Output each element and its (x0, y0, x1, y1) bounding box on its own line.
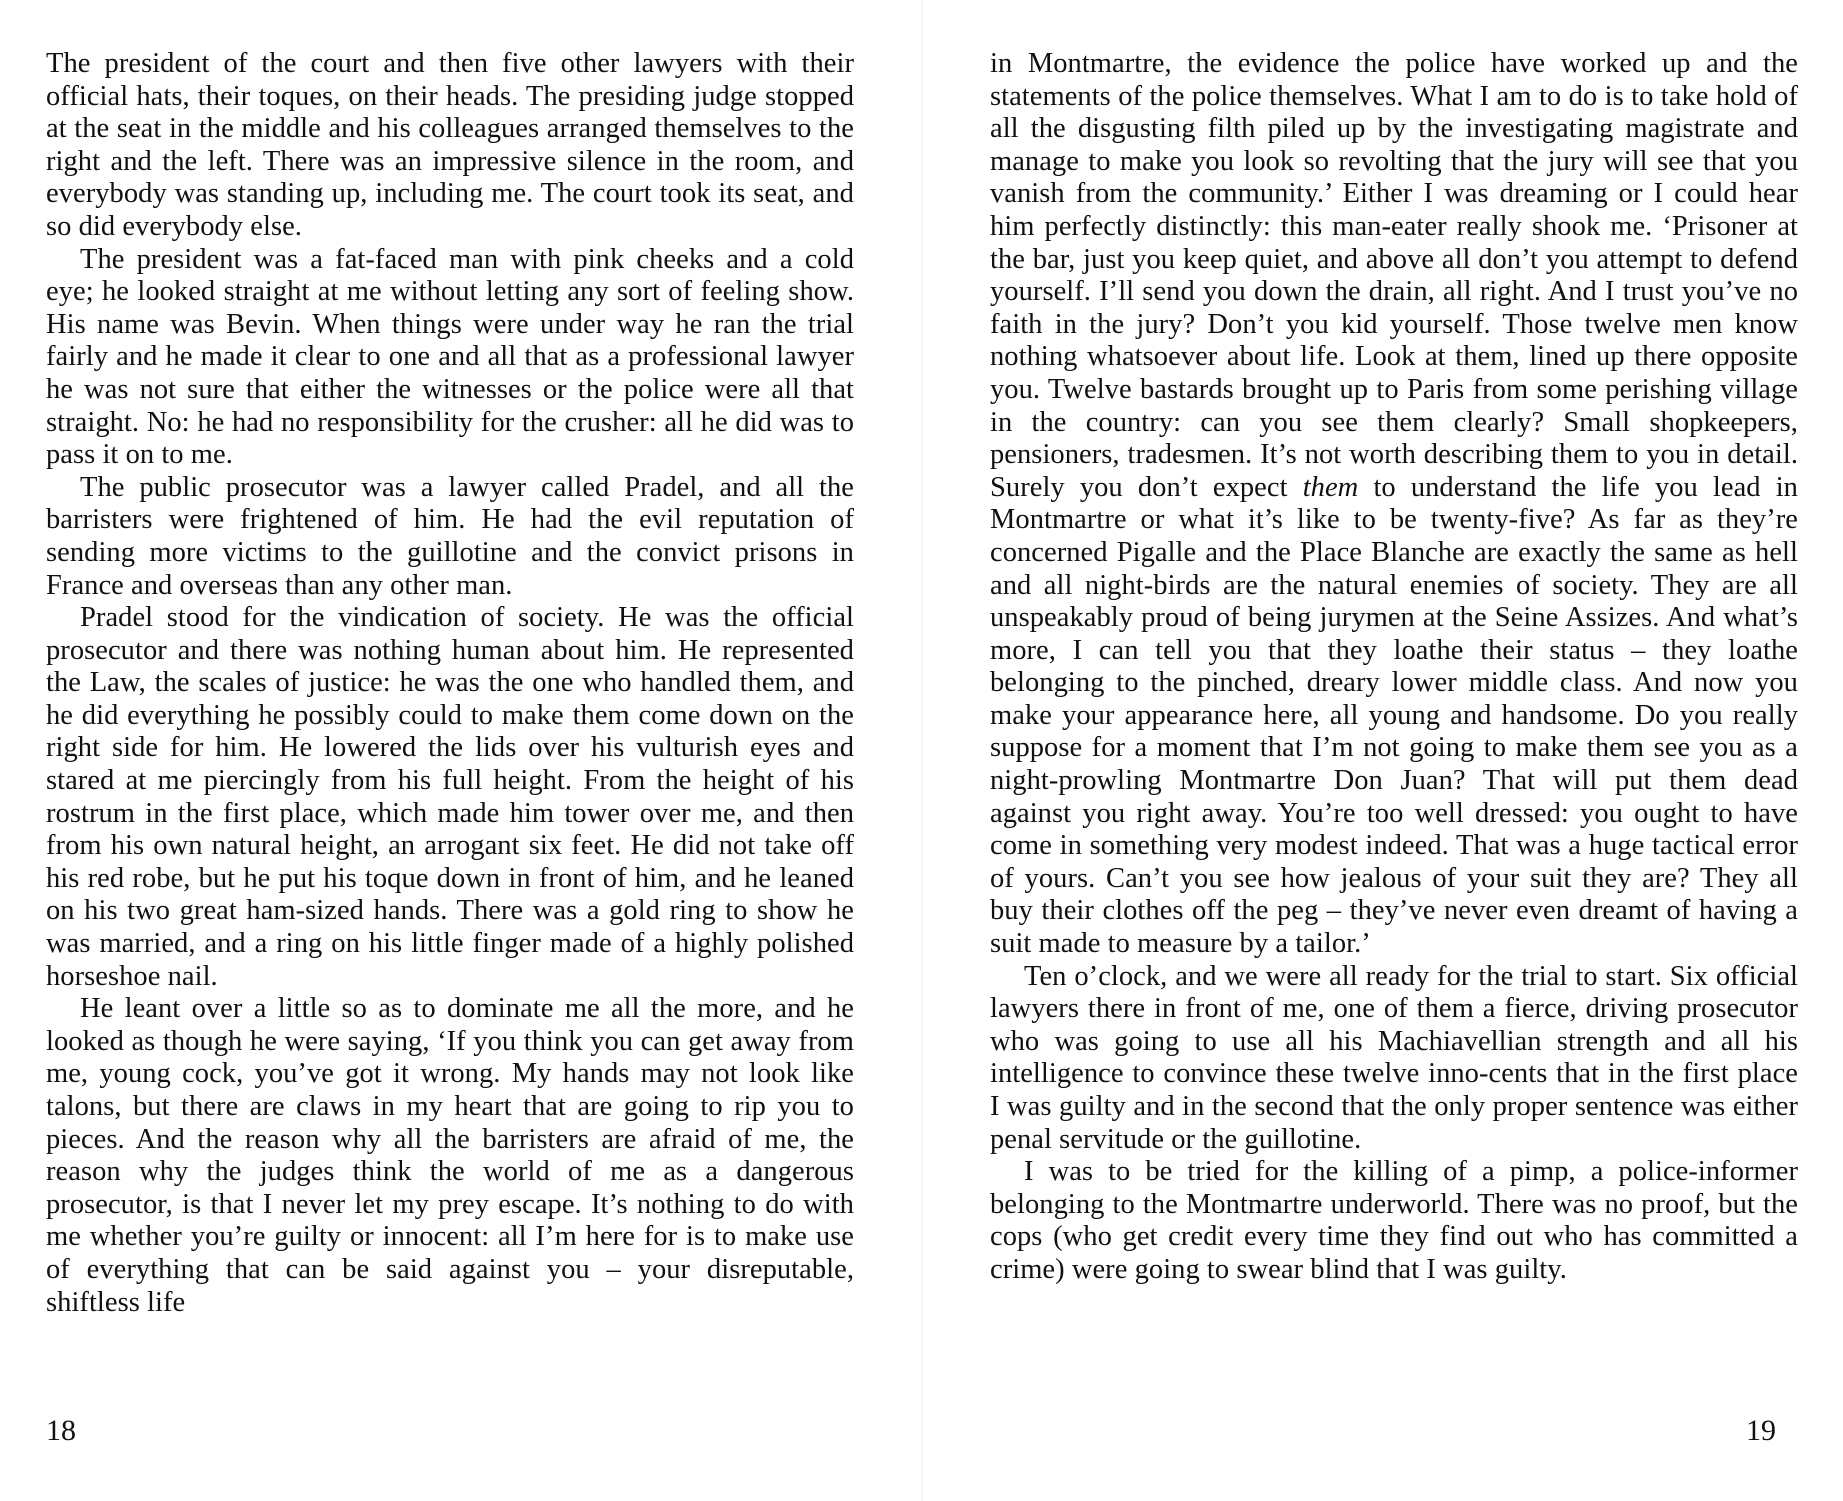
emphasis-them: them (1302, 471, 1359, 503)
right-paragraph-2: I was to be tried for the killing of a pimp, a police-informer belonging to the Montmartre underworld. There was no proof, but the cops (who get credit every time they find out who has committed a crime) were going to swear blind that I was guilty. (990, 1156, 1798, 1285)
left-paragraph-4: Pradel stood for the vindication of society. He was the official prosecutor and there was nothing human about him. He represented the Law, the scales of justice: he was the one who handled them, and he did everything he possibly could to make them come down on the right side for him. He lowered the lids over his vulturish eyes and stared at me piercingly from his full height. From the height of his rostrum in the first place, which made him tower over me, and then from his own natural height, an arrogant six feet. He did not take off his red robe, but he put his toque down in front of him, and he leaned on his two great ham-sized hands. There was a gold ring to show he was married, and a ring on his little finger made of a highly polished horseshoe nail. (46, 602, 854, 992)
left-paragraph-2: The president was a fat-faced man with pink cheeks and a cold eye; he looked straight at me without letting any sort of feeling show. His name was Bevin. When things were under way he ran the trial fairly and he made it clear to one and all that as a professional lawyer he was not sure that either the witnesses or the police were all that straight. No: he had no responsibility for the crusher: all he did was to pass it on to me. (46, 243, 854, 471)
left-paragraph-5: He leant over a little so as to dominate me all the more, and he looked as though he were saying, ‘If you think you can get away from me, young cock, you’ve got it wrong. My hands may not look like talons, but there are claws in my heart that are going to rip you to pieces. And the reason why all the barristers are afraid of me, the reason why the judges think the world of me as a dangerous prosecutor, is that I never let my prey escape. It’s nothing to do with me whether you’re guilty or innocent: all I’m here for is to make use of everything that can be said against you – your disreputable, shiftless life (46, 993, 854, 1318)
left-paragraph-1: The president of the court and then five other lawyers with their official hats, their toques, on their heads. The presiding judge stopped at the seat in the middle and his colleagues arranged themselves to the right and the left. There was an impressive silence in the room, and everybody was standing up, including me. The court took its seat, and so did everybody else. (46, 48, 854, 242)
right-page (990, 48, 1798, 1287)
gutter-shadow (921, 0, 923, 1501)
left-paragraph-3: The public prosecutor was a lawyer called Pradel, and all the barristers were frightened of him. He had the evil reputation of sending more victims to the guillotine and the convict prisons in France and overseas than any other man. (46, 471, 854, 601)
right-continued-paragraph (990, 48, 1798, 961)
continued-text-end: to understand the life you lead in Montmartre or what it’s like to be twenty-five? As far as they’re concerned Pigalle and the Place Blanche are exactly the same as hell and all night-birds are the natural enemies of society. They are all unspeakably proud of being jurymen at the Seine Assizes. And what’s more, I can tell you that they loathe their status – they loathe belonging to the pinched, dreary lower middle class. And now you make your appearance here, all young and handsome. Do you really suppose for a moment that I’m not going to make them see you as a night-prowling Montmartre Don Juan? That will put them dead against you right away. You’re too well dressed: you ought to have come in something very modest indeed. That was a huge tactical error of yours. Can’t you see how jealous of your suit they are? They all buy their clothes off the peg – they’ve never even dreamt of having a suit made to measure by a tailor.’ (990, 471, 1798, 960)
left-page (46, 48, 854, 1319)
page-number-left: 18 (46, 1414, 76, 1447)
page-number-right: 19 (1746, 1414, 1776, 1447)
right-paragraph-1: Ten o’clock, and we were all ready for the trial to start. Six official lawyers there in front of me, one of them a fierce, driving prosecutor who was going to use all his Machiavellian strength and all his intelligence to convince these twelve inno-cents that in the first place I was guilty and in the second that the only proper sentence was either penal servitude or the guillotine. (990, 960, 1798, 1155)
continued-text-start: in Montmartre, the evidence the police have worked up and the statements of the police themselves. What I am to do is to take hold of all the disgusting filth piled up by the investigating magistrate and manage to make you look so revolting that the jury will see that you vanish from the community.’ Either I was dreaming or I could hear him perfectly distinctly: this man-eater really shook me. ‘Prisoner at the bar, just you keep quiet, and above all don’t you attempt to defend yourself. I’ll send you down the drain, all right. And I trust you’ve no faith in the jury? Don’t you kid yourself. Those twelve men know nothing whatsoever about life. Look at them, lined up there opposite you. Twelve bastards brought up to Paris from some perishing village in the country: can you see them clearly? Small shopkeepers, pensioners, tradesmen. It’s not worth describing them to you in detail. Surely you don’t expect (990, 48, 1798, 503)
